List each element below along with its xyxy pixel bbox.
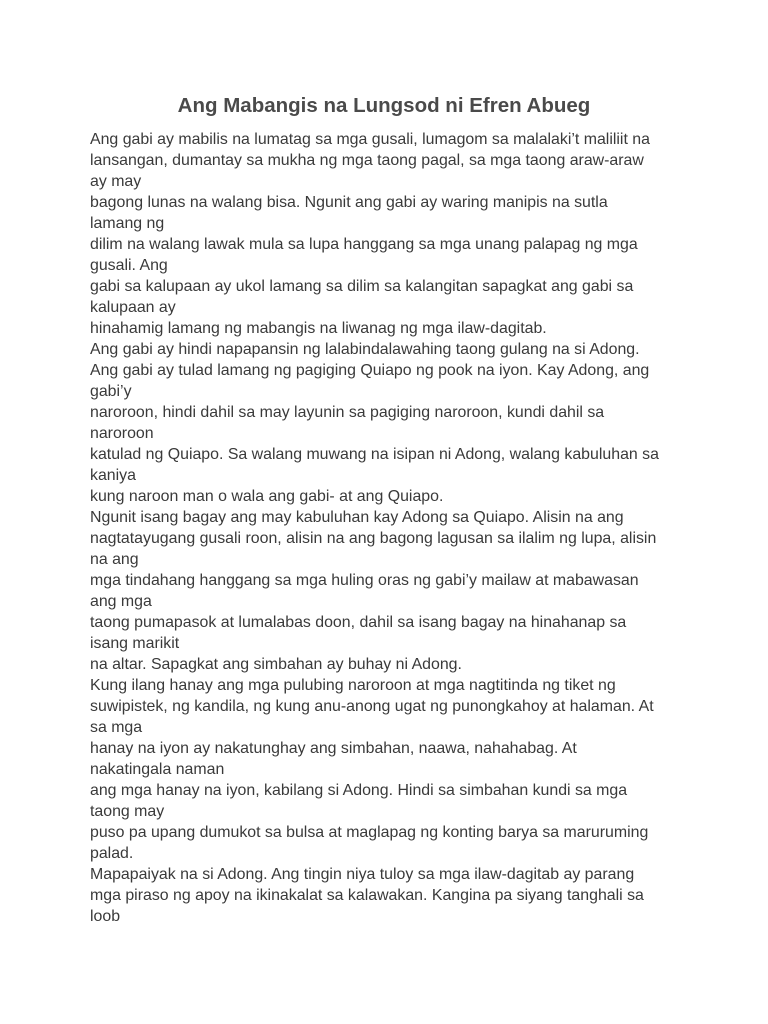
text-line: Mapapaiyak na si Adong. Ang tingin niya tuloy sa mga ilaw-dagitab ay parang: [90, 866, 635, 883]
text-line: kalupaan ay: [90, 299, 176, 316]
text-line: ang mga hanay na iyon, kabilang si Adong. Hindi sa simbahan kundi sa mga: [90, 782, 628, 799]
text-line: palad.: [90, 845, 134, 862]
text-line: Ngunit isang bagay ang may kabuluhan kay Adong sa Quiapo. Alisin na ang: [90, 509, 624, 526]
text-line: sa mga: [90, 719, 143, 736]
text-line: taong may: [90, 803, 165, 820]
text-line: gabi sa kalupaan ay ukol lamang sa dilim sa kalangitan sapagkat ang gabi sa: [90, 278, 634, 295]
text-line: hanay na iyon ay nakatunghay ang simbahan, naawa, nahahabag. At: [90, 740, 577, 757]
text-line: Kung ilang hanay ang mga pulubing naroroon at mga nagtitinda ng tiket ng: [90, 677, 616, 694]
text-line: Ang gabi ay mabilis na lumatag sa mga gusali, lumagom sa malalaki’t maliliit na: [90, 131, 650, 148]
text-line: gabi’y: [90, 383, 132, 400]
text-line: loob: [90, 908, 121, 925]
text-line: kaniya: [90, 467, 136, 484]
text-line: puso pa upang dumukot sa bulsa at maglapag ng konting barya sa maruruming: [90, 824, 649, 841]
text-line: naroroon: [90, 425, 154, 442]
text-line: taong pumapasok at lumalabas doon, dahil sa isang bagay na hinahanap sa: [90, 614, 627, 631]
text-line: Ang gabi ay tulad lamang ng pagiging Quiapo ng pook na iyon. Kay Adong, ang: [90, 362, 650, 379]
text-line: dilim na walang lawak mula sa lupa hanggang sa mga unang palapag ng mga: [90, 236, 638, 253]
text-line: naroroon, hindi dahil sa may layunin sa pagiging naroroon, kundi dahil sa: [90, 404, 605, 421]
text-line: gusali. Ang: [90, 257, 168, 274]
document-title: Ang Mabangis na Lungsod ni Efren Abueg: [177, 94, 591, 117]
text-line: kung naroon man o wala ang gabi- at ang Quiapo.: [90, 488, 444, 505]
text-line: mga tindahang hanggang sa mga huling oras ng gabi’y mailaw at mabawasan: [90, 572, 639, 589]
text-line: mga piraso ng apoy na ikinakalat sa kalawakan. Kangina pa siyang tanghali sa: [90, 887, 644, 904]
text-line: ay may: [90, 173, 142, 190]
text-line: lansangan, dumantay sa mukha ng mga taong pagal, sa mga taong araw-araw: [90, 152, 644, 169]
text-line: suwipistek, ng kandila, ng kung anu-anong ugat ng punongkahoy at halaman. At: [90, 698, 654, 715]
text-line: isang marikit: [90, 635, 180, 652]
text-line: Ang gabi ay hindi napapansin ng lalabindalawahing taong gulang na si Adong.: [90, 341, 640, 358]
text-line: na ang: [90, 551, 139, 568]
text-line: katulad ng Quiapo. Sa walang muwang na isipan ni Adong, walang kabuluhan sa: [90, 446, 659, 463]
text-line: ang mga: [90, 593, 152, 610]
text-line: nakatingala naman: [90, 761, 225, 778]
text-line: lamang ng: [90, 215, 165, 232]
text-line: hinahamig lamang ng mabangis na liwanag ng mga ilaw-dagitab.: [90, 320, 547, 337]
document-body: [90, 129, 690, 927]
text-line: nagtatayugang gusali roon, alisin na ang bagong lagusan sa ilalim ng lupa, alisin: [90, 530, 657, 547]
text-line: bagong lunas na walang bisa. Ngunit ang gabi ay waring manipis na sutla: [90, 194, 608, 211]
text-line: na altar. Sapagkat ang simbahan ay buhay ni Adong.: [90, 656, 462, 673]
